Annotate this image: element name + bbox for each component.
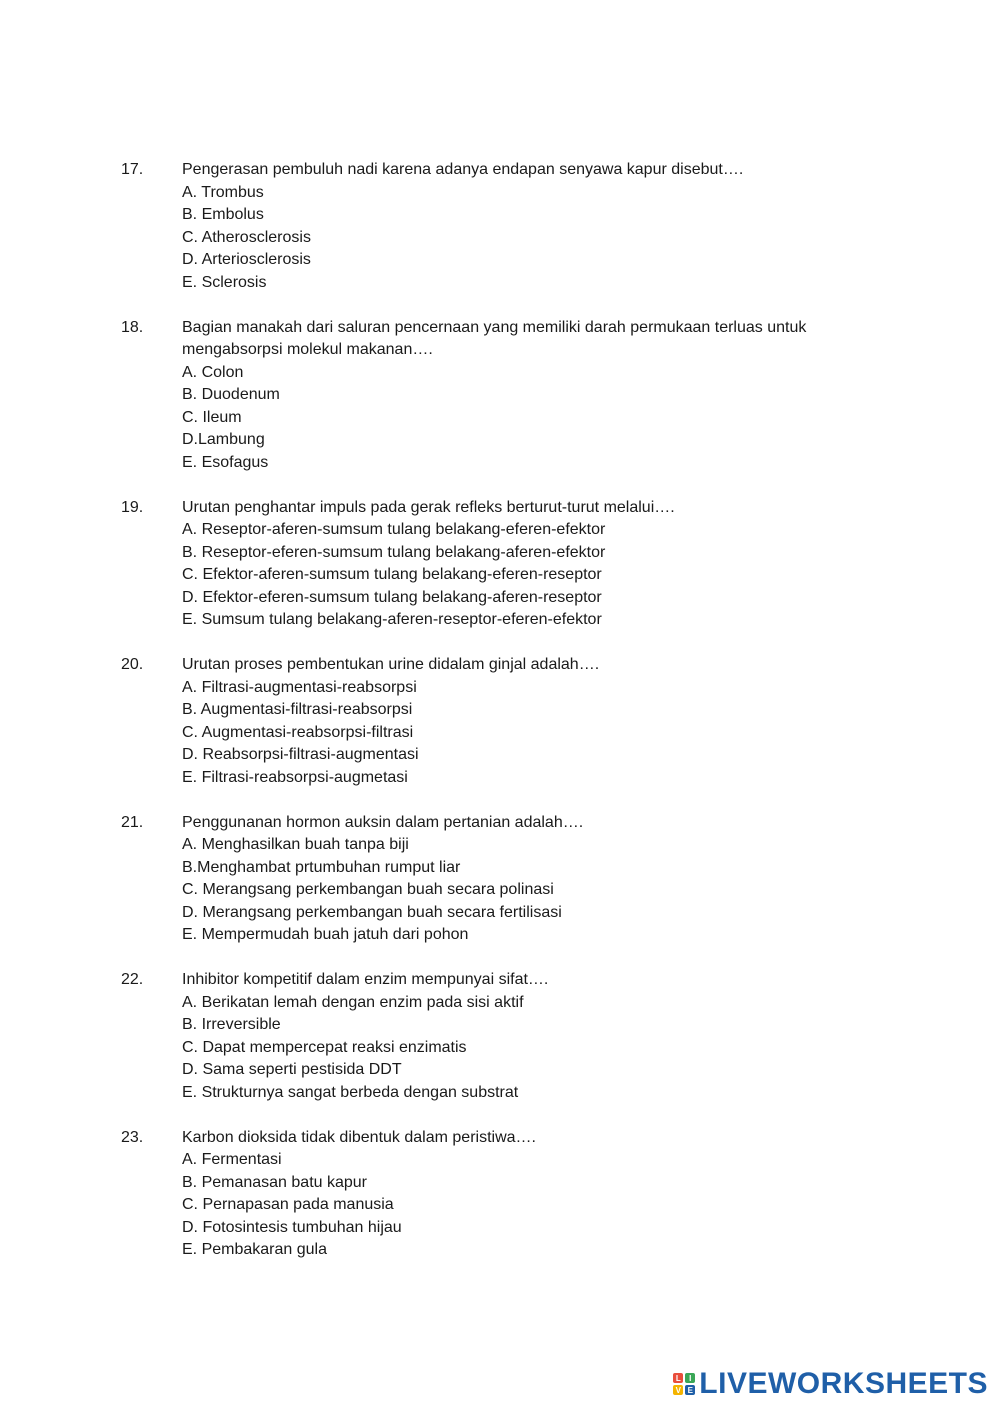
answer-option: B. Augmentasi-filtrasi-reabsorpsi xyxy=(182,701,413,718)
answer-option: B. Duodenum xyxy=(182,386,280,403)
answer-option: C. Ileum xyxy=(182,408,242,426)
question-number: 17. xyxy=(121,161,144,178)
answer-option: E. Mempermudah buah jatuh dari pohon xyxy=(182,926,469,943)
answer-option: B. Irreversible xyxy=(182,1016,281,1033)
answer-option: C. Pernapasan pada manusia xyxy=(182,1196,394,1213)
question-number: 19. xyxy=(121,498,144,516)
answer-option: D. Efektor-eferen-sumsum tulang belakang-aferen-reseptor xyxy=(182,588,602,606)
answer-option: E. Strukturnya sangat berbeda dengan substrat xyxy=(182,1083,519,1101)
question-text: Pengerasan pembuluh nadi karena adanya endapan senyawa kapur disebut…. xyxy=(182,161,744,178)
question-text: Urutan proses pembentukan urine didalam ginjal adalah…. xyxy=(182,656,600,673)
logo-mark-letter: E xyxy=(685,1385,695,1395)
answer-option: C. Dapat mempercepat reaksi enzimatis xyxy=(182,1038,467,1056)
question-block xyxy=(0,1127,1000,1262)
question-number: 18. xyxy=(121,318,144,336)
question-body xyxy=(182,654,862,789)
answer-option: D. Arteriosclerosis xyxy=(182,251,311,268)
answer-option: B. Pemanasan batu kapur xyxy=(182,1173,368,1191)
question-body xyxy=(182,497,862,632)
question-text: mengabsorpsi molekul makanan…. xyxy=(182,341,433,358)
liveworksheets-logo-icon xyxy=(673,1373,695,1395)
answer-option: E. Filtrasi-reabsorpsi-augmetasi xyxy=(182,768,408,786)
answer-option: A. Reseptor-aferen-sumsum tulang belakang-eferen-efektor xyxy=(182,521,606,538)
answer-option: D. Reabsorpsi-filtrasi-augmentasi xyxy=(182,746,419,763)
answer-option: B. Reseptor-eferen-sumsum tulang belakang-aferen-efektor xyxy=(182,543,606,561)
answer-option: C. Augmentasi-reabsorpsi-filtrasi xyxy=(182,723,414,741)
question-body xyxy=(182,969,862,1104)
answer-option: E. Sclerosis xyxy=(182,273,267,291)
question-text: Bagian manakah dari saluran pencernaan yang memiliki darah permukaan terluas untuk xyxy=(182,318,807,336)
question-number: 22. xyxy=(121,971,144,988)
answer-option: A. Colon xyxy=(182,363,244,381)
answer-option: A. Menghasilkan buah tanpa biji xyxy=(182,836,409,853)
question-body xyxy=(182,159,862,294)
answer-option: C. Atherosclerosis xyxy=(182,228,311,246)
question-number: 20. xyxy=(121,656,144,673)
question-body xyxy=(182,812,862,947)
logo-mark-letter: I xyxy=(685,1373,695,1383)
answer-option: A. Trombus xyxy=(182,183,264,201)
question-block xyxy=(0,159,1000,294)
question-text: Inhibitor kompetitif dalam enzim mempunyai sifat…. xyxy=(182,971,549,988)
question-body xyxy=(182,1127,862,1262)
question-block xyxy=(0,969,1000,1104)
question-number: 21. xyxy=(121,813,144,831)
answer-option: C. Efektor-aferen-sumsum tulang belakang-eferen-reseptor xyxy=(182,566,602,583)
answer-option: D. Sama seperti pestisida DDT xyxy=(182,1061,402,1078)
logo-mark-letter: L xyxy=(673,1373,683,1383)
answer-option: E. Esofagus xyxy=(182,453,269,471)
question-body xyxy=(182,317,862,475)
question-block xyxy=(0,317,1000,475)
answer-option: C. Merangsang perkembangan buah secara polinasi xyxy=(182,881,554,898)
answer-option: B.Menghambat prtumbuhan rumput liar xyxy=(182,858,461,876)
question-block xyxy=(0,654,1000,789)
liveworksheets-logo xyxy=(673,1364,988,1404)
question-number: 23. xyxy=(121,1128,144,1146)
answer-option: D.Lambung xyxy=(182,431,265,448)
question-block xyxy=(0,812,1000,947)
question-text: Penggunanan hormon auksin dalam pertanian adalah…. xyxy=(182,813,584,831)
answer-option: E. Sumsum tulang belakang-aferen-reseptor-eferen-efektor xyxy=(182,611,602,628)
answer-option: A. Fermentasi xyxy=(182,1151,282,1168)
logo-text: LIVEWORKSHEETS xyxy=(699,1367,988,1400)
logo-mark-letter: V xyxy=(673,1385,683,1395)
answer-option: B. Embolus xyxy=(182,206,264,223)
question-text: Urutan penghantar impuls pada gerak refleks berturut-turut melalui…. xyxy=(182,498,675,516)
answer-option: A. Filtrasi-augmentasi-reabsorpsi xyxy=(182,678,417,696)
question-text: Karbon dioksida tidak dibentuk dalam peristiwa…. xyxy=(182,1128,536,1146)
question-list xyxy=(0,159,1000,1284)
answer-option: D. Fotosintesis tumbuhan hijau xyxy=(182,1218,402,1236)
question-block xyxy=(0,497,1000,632)
answer-option: A. Berikatan lemah dengan enzim pada sisi aktif xyxy=(182,993,524,1011)
answer-option: E. Pembakaran gula xyxy=(182,1241,327,1258)
answer-option: D. Merangsang perkembangan buah secara fertilisasi xyxy=(182,903,562,921)
